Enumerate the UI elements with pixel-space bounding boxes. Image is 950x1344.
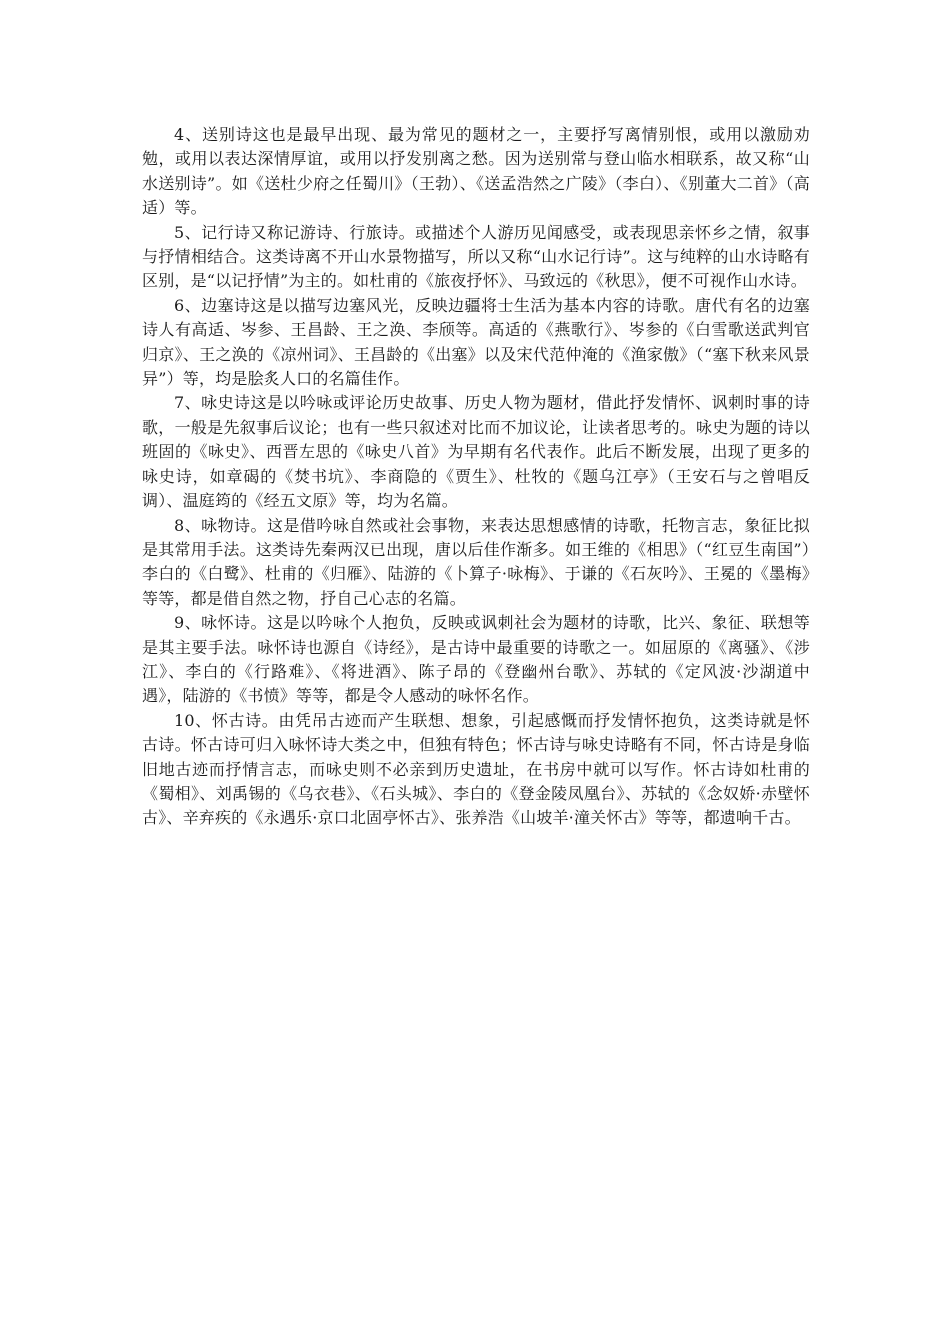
paragraph-farewell-poems: 4、送别诗这也是最早出现、最为常见的题材之一，主要抒写离情别恨，或用以激励劝勉，或用以表达深情厚谊，或用以抒发别离之愁。因为送别常与登山临水相联系，故又称“山水送别诗”。如《送杜少府之任蜀川》（王勃）、《送孟浩然之广陵》（李白）、《别董大二首》（高适）等。 [142, 125, 810, 218]
paragraph-history-poems: 7、咏史诗这是以吟咏或评论历史故事、历史人物为题材，借此抒发情怀、讽刺时事的诗歌，一般是先叙事后议论；也有一些只叙述对比而不加议论，让读者思考的。咏史为题的诗以班固的《咏史》、西晋左思的《咏史八首》为早期有名代表作。此后不断发展，出现了更多的咏史诗，如章碣的《焚书坑》、李商隐的《贾生》、杜牧的《题乌江亭》（王安石与之曾唱反调）、温庭筠的《经五文原》等，均为名篇。 [142, 393, 810, 511]
paragraph-aspiration-poems: 9、咏怀诗。这是以吟咏个人抱负，反映或讽刺社会为题材的诗歌，比兴、象征、联想等是其主要手法。咏怀诗也源自《诗经》，是古诗中最重要的诗歌之一。如屈原的《离骚》、《涉江》、李白的《行路难》、《将进酒》、陈子昂的《登幽州台歌》、苏轼的《定风波·沙湖道中遇》，陆游的《书愤》等等，都是令人感动的咏怀名作。 [142, 613, 810, 706]
paragraph-travel-poems: 5、记行诗又称记游诗、行旅诗。或描述个人游历见闻感受，或表现思亲怀乡之情，叙事与抒情相结合。这类诗离不开山水景物描写，所以又称“山水记行诗”。这与纯粹的山水诗略有区别，是“以记抒情”为主的。如杜甫的《旅夜抒怀》、马致远的《秋思》，便不可视作山水诗。 [142, 222, 810, 291]
paragraph-object-poems: 8、咏物诗。这是借吟咏自然或社会事物，来表达思想感情的诗歌，托物言志，象征比拟是其常用手法。这类诗先秦两汉已出现，唐以后佳作渐多。如王维的《相思》（“红豆生南国”）李白的《白鹭》、杜甫的《归雁》、陆游的《卜算子·咏梅》、于谦的《石灰吟》、王冕的《墨梅》等等，都是借自然之物，抒自己心志的名篇。 [142, 515, 810, 608]
document-body [142, 123, 810, 831]
paragraph-frontier-poems: 6、边塞诗这是以描写边塞风光，反映边疆将士生活为基本内容的诗歌。唐代有名的边塞诗人有高适、岑参、王昌龄、王之涣、李颀等。高适的《燕歌行》、岑参的《白雪歌送武判官归京》、王之涣的《凉州词》、王昌龄的《出塞》以及宋代范仲淹的《渔家傲》（“塞下秋来风景异”）等，均是脍炙人口的名篇佳作。 [142, 295, 810, 389]
paragraph-nostalgia-poems: 10、怀古诗。由凭吊古迹而产生联想、想象，引起感慨而抒发情怀抱负，这类诗就是怀古诗。怀古诗可归入咏怀诗大类之中，但独有特色；怀古诗与咏史诗略有不同，怀古诗是身临旧地古迹而抒情言志，而咏史则不必亲到历史遗址，在书房中就可以写作。怀古诗如杜甫的《蜀相》、刘禹锡的《乌衣巷》、《石头城》、李白的《登金陵凤凰台》、苏轼的《念奴娇·赤壁怀古》、辛弃疾的《永遇乐·京口北固亭怀古》、张养浩《山坡羊·潼关怀古》等等，都遗响千古。 [142, 710, 810, 828]
